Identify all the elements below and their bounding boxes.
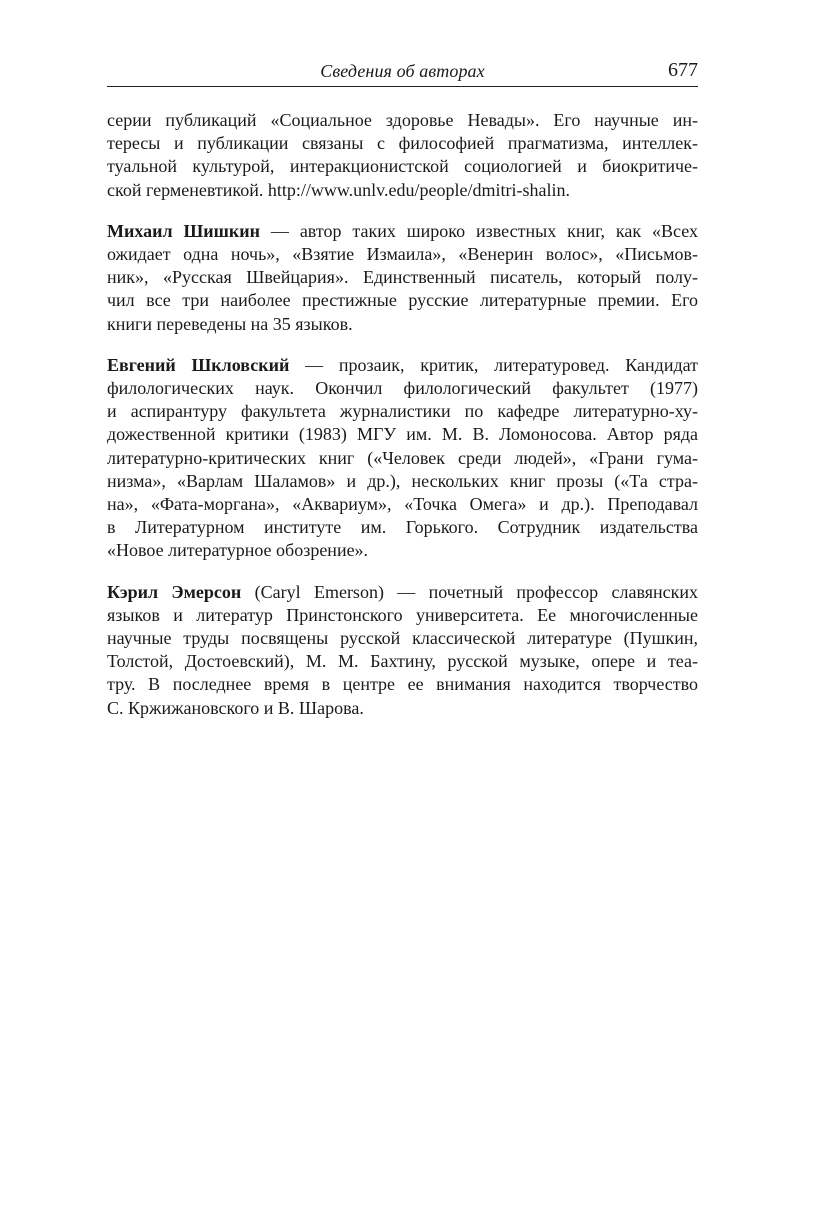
text-line: [107, 220, 698, 243]
text-line: [107, 581, 698, 604]
author-entry-shklovsky: [107, 354, 698, 563]
text-line: ской герменевтикой. http://www.unlv.edu/people/dmitri-shalin.: [107, 179, 570, 200]
entry-text: — автор таких широко известных книг, как «Всех: [259, 220, 698, 241]
author-notes: [107, 109, 698, 720]
text-line: в Литературном институте им. Горького. Сотрудник издательства: [107, 517, 698, 538]
author-entry-emerson: [107, 581, 698, 720]
running-header: [107, 58, 698, 87]
text-line: ник», «Русская Швейцария». Единственный писатель, который полу-: [107, 267, 698, 288]
author-name: Евгений Шкловский: [107, 354, 290, 375]
running-title: Сведения об авторах: [320, 61, 485, 81]
entry-text: — прозаик, критик, литературовед. Кандидат: [289, 354, 698, 375]
text-line: туальной культурой, интеракционистской социологией и биокритиче-: [107, 156, 698, 177]
page-number: 677: [668, 59, 698, 81]
author-entry-shalin-continued: [107, 109, 698, 202]
text-line: [107, 354, 698, 377]
book-page: [107, 58, 698, 738]
text-line: книги переведены на 35 языков.: [107, 313, 353, 334]
text-line: литературно-критических книг («Человек среди людей», «Грани гума-: [107, 447, 698, 468]
text-line: языков и литератур Принстонского университета. Ее многочисленные: [107, 604, 698, 625]
text-line: и аспирантуру факультета журналистики по кафедре литературно-ху-: [107, 401, 698, 422]
author-entry-shishkin: [107, 220, 698, 336]
text-line: тересы и публикации связаны с философией прагматизма, интеллек-: [107, 133, 698, 154]
text-line: дожественной критики (1983) МГУ им. М. В. Ломоносова. Автор ряда: [107, 424, 698, 445]
text-line: чил все три наиболее престижные русские литературные премии. Его: [107, 290, 698, 311]
text-line: С. Кржижановского и В. Шарова.: [107, 697, 364, 718]
author-name: Михаил Шишкин: [107, 220, 260, 241]
text-line: научные труды посвящены русской классической литературе (Пушкин,: [107, 628, 698, 649]
text-line: ожидает одна ночь», «Взятие Измаила», «Венерин волос», «Письмов-: [107, 244, 698, 265]
text-line: филологических наук. Окончил филологический факультет (1977): [107, 378, 698, 399]
text-line: на», «Фата-моргана», «Аквариум», «Точка Омега» и др.). Преподавал: [107, 494, 698, 515]
entry-text: (Caryl Emerson) — почетный профессор славянских: [241, 581, 698, 602]
text-line: Толстой, Достоевский), М. М. Бахтину, русской музыке, опере и теа-: [107, 651, 698, 672]
text-line: низма», «Варлам Шаламов» и др.), нескольких книг прозы («Та стра-: [107, 470, 698, 491]
text-line: серии публикаций «Социальное здоровье Невады». Его научные ин-: [107, 110, 698, 130]
text-line: «Новое литературное обозрение».: [107, 540, 369, 561]
text-line: тру. В последнее время в центре ее внимания находится творчество: [107, 674, 698, 695]
author-name: Кэрил Эмерсон: [107, 581, 242, 602]
